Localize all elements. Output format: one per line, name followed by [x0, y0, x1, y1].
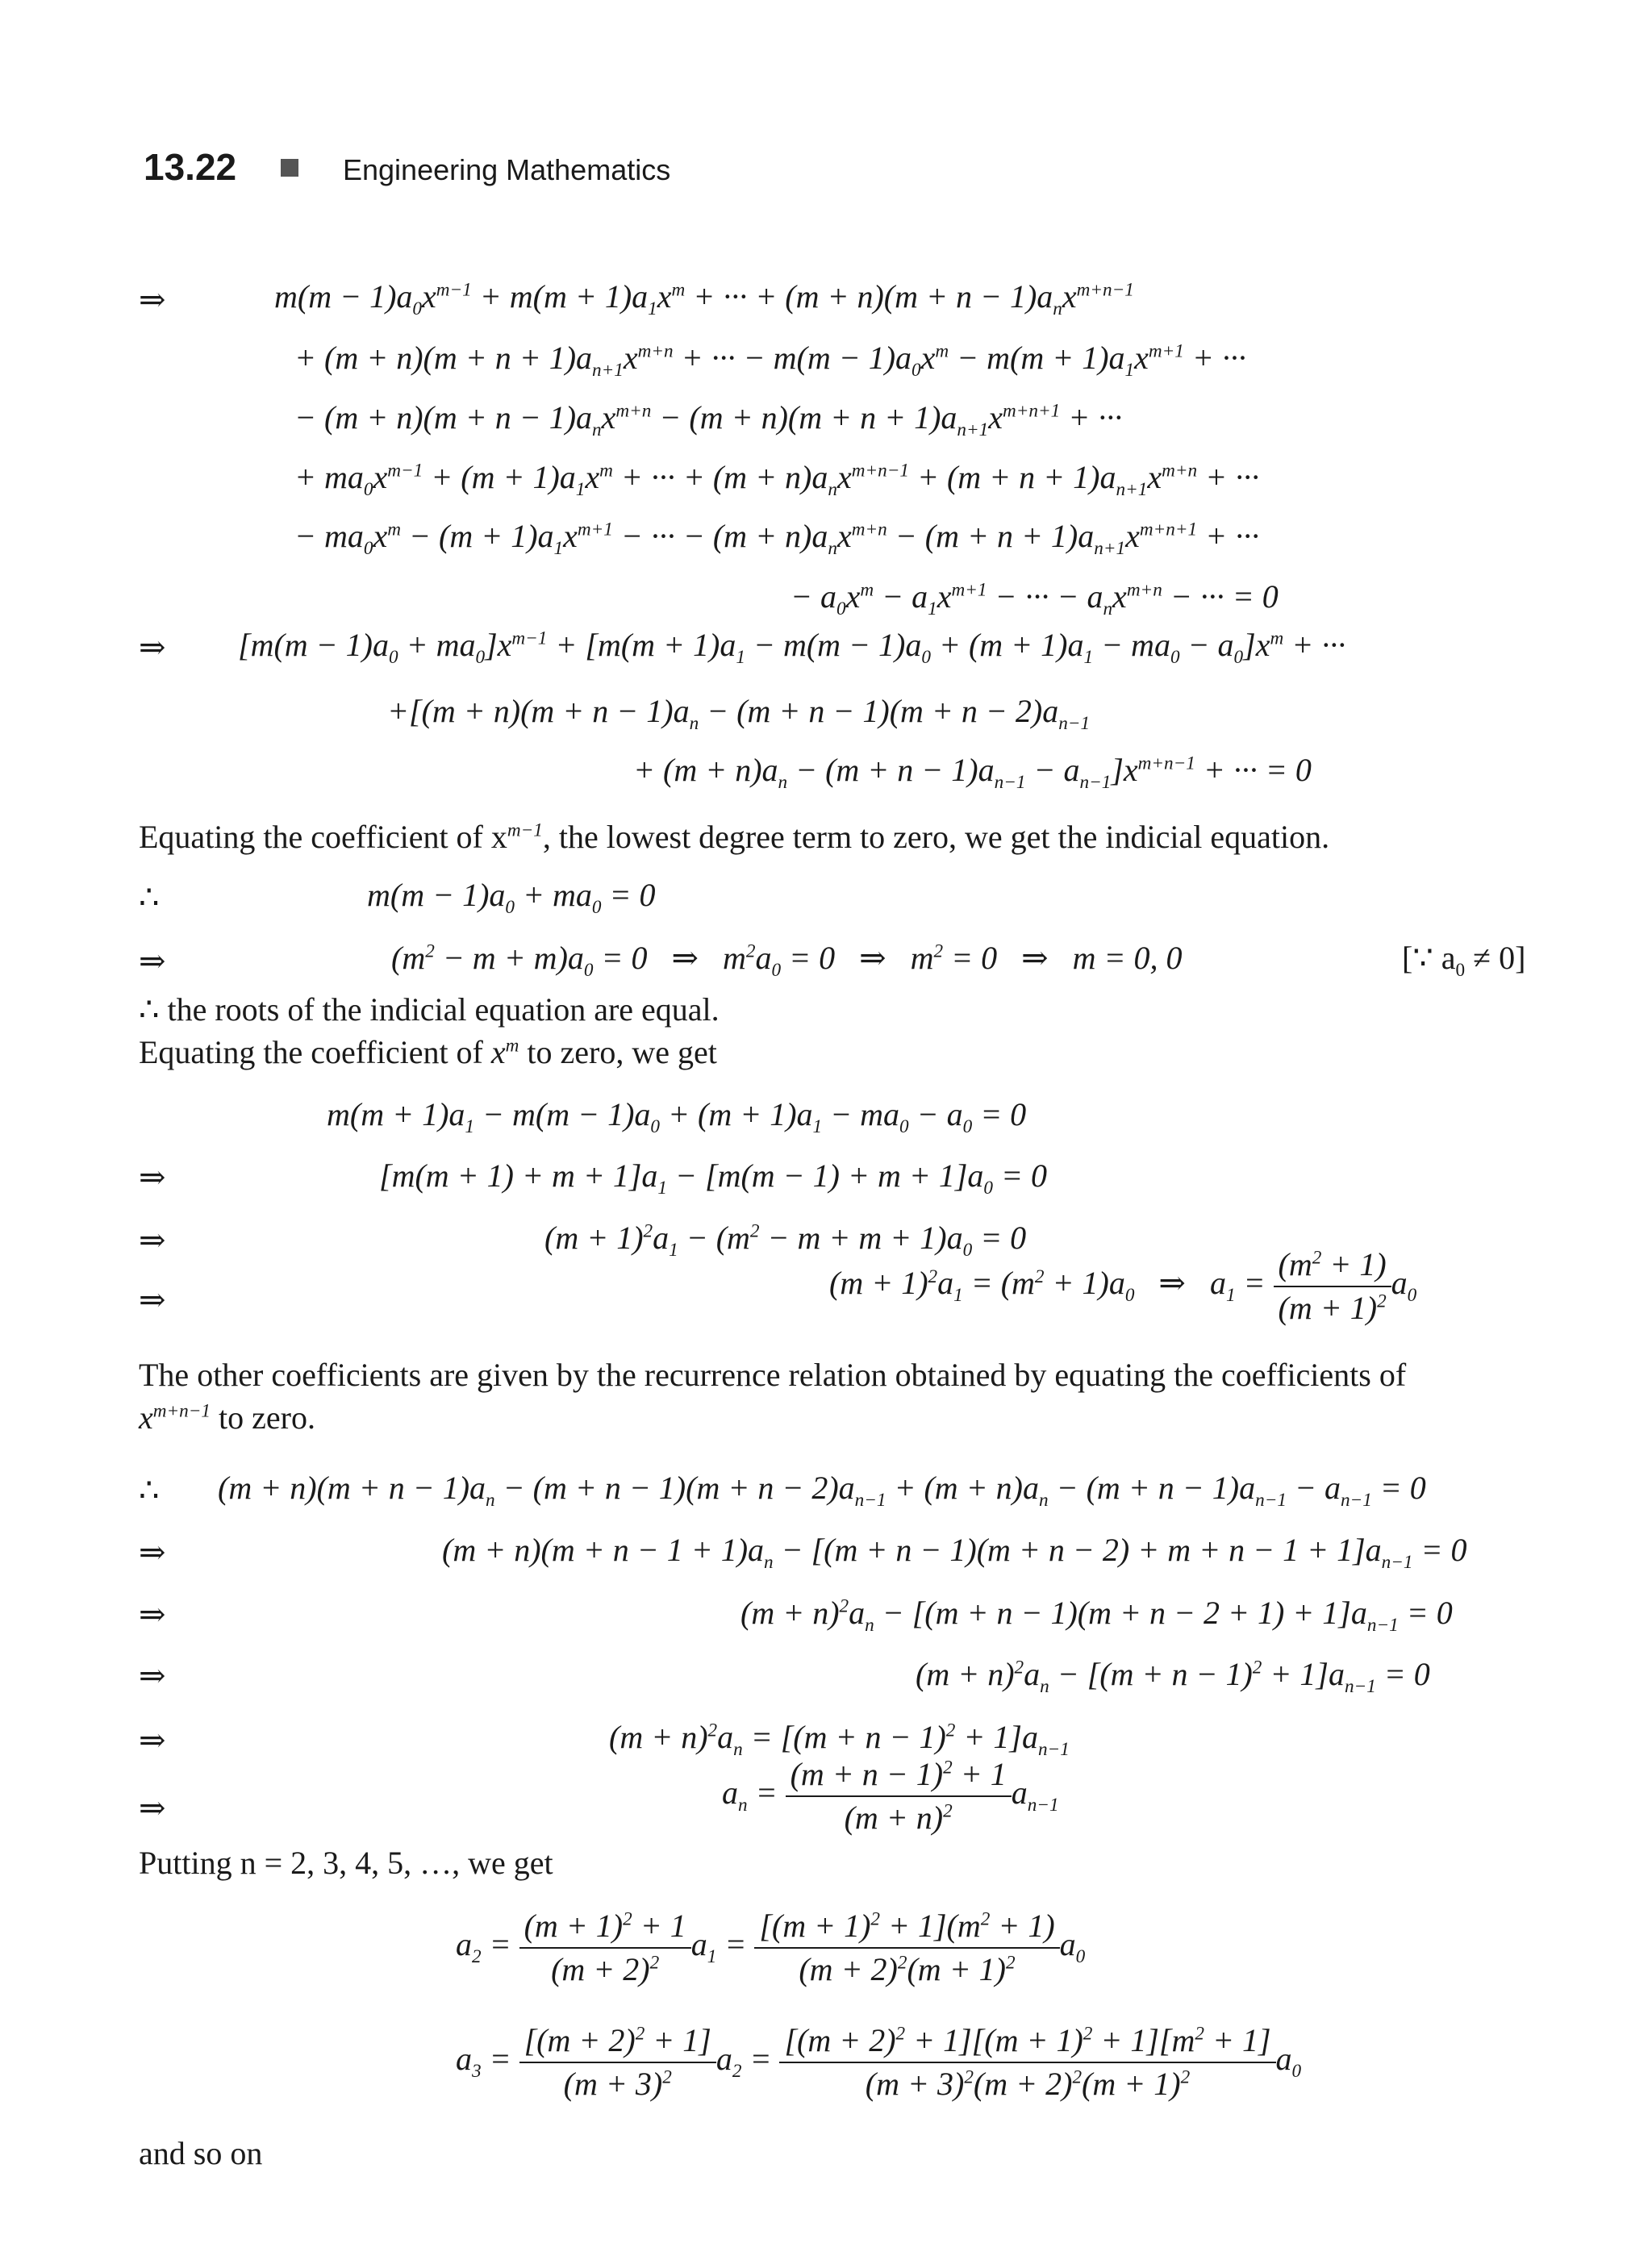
- paragraph-text: and so on: [139, 2135, 263, 2171]
- equation-line: $[m(m + 1) + m + 1]a_1 - [m(m - 1) + m + 1]a_0 = 0$: [379, 1157, 1048, 1199]
- running-title: Engineering Mathematics: [343, 153, 671, 186]
- equation-line: − $(m + n)(m + n - 1)a_nx^{m+n} - (m + n)(m + n + 1)a_{n+1}x^{m+n+1}$ + ···: [294, 399, 1123, 440]
- since-note: [∵ $a_0 \ne 0$]: [1402, 940, 1526, 981]
- implies-symbol: ⇒: [139, 1658, 166, 1694]
- therefore-symbol: ∴: [139, 1472, 160, 1508]
- equation-line: $m(m - 1)a_0x^{m-1} + m(m + 1)a_1x^m$ + ··· + $(m + n)(m + n - 1)a_nx^{m+n-1}$: [274, 278, 1134, 319]
- paragraph-text: Equating the coefficient of $x^m$ to zero, we get: [139, 1034, 717, 1070]
- equation-line: $(m^2 - m + m)a_0 = 0$ ⇒ $m^2a_0 = 0$ ⇒ $m^2 = 0$ ⇒ m = 0, 0: [391, 940, 1183, 981]
- implies-symbol: ⇒: [139, 1722, 166, 1758]
- implies-symbol: ⇒: [139, 281, 166, 318]
- implies-symbol: ⇒: [139, 1282, 166, 1318]
- equation-line: $(m + n)(m + n - 1 + 1)a_n - [(m + n - 1)(m + n - 2) + m + n - 1 + 1]a_{n-1} = 0$: [442, 1532, 1467, 1573]
- header-square-bullet: [281, 159, 298, 177]
- page-number: 13.22: [144, 146, 237, 188]
- implies-symbol: ⇒: [139, 943, 166, 979]
- equation-line: $(m + n)^2a_n - [(m + n - 1)(m + n - 2 + 1) + 1]a_{n-1} = 0$: [740, 1595, 1453, 1636]
- implies-symbol: ⇒: [139, 1596, 166, 1633]
- implies-symbol: ⇒: [139, 1222, 166, 1258]
- equation-line: $m(m + 1)a_1 - m(m - 1)a_0 + (m + 1)a_1 - ma_0 - a_0 = 0$: [327, 1096, 1027, 1137]
- paragraph-text: The other coefficients are given by the recurrence relation obtained by equating the coefficients of: [139, 1357, 1407, 1393]
- paragraph-text: Equating the coefficient of $x^{m-1}$, the lowest degree term to zero, we get the indicial equation.: [139, 819, 1330, 855]
- paragraph-text: $x^{m+n-1}$ to zero.: [139, 1399, 315, 1436]
- equation-line: $+[(m + n)(m + n - 1)a_n - (m + n - 1)(m + n - 2)a_{n-1}$: [387, 693, 1091, 734]
- equation-line: − $ma_0x^m - (m + 1)a_1x^{m+1}$ − ··· − $(m + n)a_nx^{m+n} - (m + n + 1)a_{n+1}x^{m+n+1}$ + ···: [294, 518, 1260, 559]
- equation-line: $(m + n)^2a_n - [(m + n - 1)^2 + 1]a_{n-1} = 0$: [916, 1656, 1430, 1697]
- equation-line: $(m + 1)^2a_1 - (m^2 - m + m + 1)a_0 = 0$: [544, 1220, 1027, 1261]
- equation-line: $(m + n)^2a_n = [(m + n - 1)^2 + 1]a_{n-1}$: [609, 1719, 1070, 1760]
- implies-symbol: ⇒: [139, 1790, 166, 1826]
- equation-line: + $ma_0x^{m-1} + (m + 1)a_1x^m$ + ··· + $(m + n)a_nx^{m+n-1} + (m + n + 1)a_{n+1}x^{m+n}$ + ···: [294, 459, 1260, 500]
- equation-line: + $(m + n)(m + n + 1)a_{n+1}x^{m+n}$ + ··· − $m(m - 1)a_0x^m - m(m + 1)a_1x^{m+1}$ + ···: [294, 340, 1246, 381]
- implies-symbol: ⇒: [139, 1159, 166, 1195]
- therefore-symbol: ∴: [139, 879, 160, 915]
- implies-symbol: ⇒: [139, 629, 166, 665]
- equation-line: $a_2$ = $\frac{(m + 1)^2 + 1}{(m + 2)^2}$ $a_1$ = $\frac{[(m + 1)^2 + 1](m^2 + 1)}{(m + 2)^2(m + 1)^2}$ $a_0$: [456, 1908, 1086, 1987]
- paragraph-text: ∴ the roots of the indicial equation are equal.: [139, 991, 720, 1028]
- equation-line: $a_3$ = $\frac{[(m + 2)^2 + 1]}{(m + 3)^2}$ $a_2$ = $\frac{[(m + 2)^2 + 1][(m + 1)^2 + 1][m^2 + 1]}{(m + 3)^2(m + 2)^2(m + 1)^2}$ $a_0$: [456, 2022, 1302, 2102]
- equation-line: $(m + 1)^2a_1 = (m^2 + 1)a_0$ ⇒ $a_1$ = $\frac{(m^2 + 1)}{(m + 1)^2}$ $a_0$: [829, 1246, 1417, 1326]
- equation-line: + $(m + n)a_n - (m + n - 1)a_{n-1} - a_{n-1}]x^{m+n-1}$ + ··· = 0: [633, 752, 1312, 793]
- equation-line: $(m + n)(m + n - 1)a_n - (m + n - 1)(m + n - 2)a_{n-1} + (m + n)a_n - (m + n - 1)a_{n-1} - a_{n-1} = 0$: [218, 1470, 1426, 1511]
- equation-line: $m(m - 1)a_0 + ma_0 = 0$: [367, 877, 656, 918]
- equation-line: $a_n$ = $\frac{(m + n - 1)^2 + 1}{(m + n)^2}$ $a_{n-1}$: [722, 1756, 1059, 1836]
- equation-line: $[m(m - 1)a_0 + ma_0]x^{m-1} + [m(m + 1)a_1 - m(m - 1)a_0 + (m + 1)a_1 - ma_0 - a_0]x^m$ + ···: [238, 627, 1346, 668]
- paragraph-text: Putting n = 2, 3, 4, 5, …, we get: [139, 1845, 553, 1881]
- implies-symbol: ⇒: [139, 1534, 166, 1570]
- equation-line: − $a_0x^m - a_1x^{m+1}$ − ··· − $a_nx^{m+n}$ − ··· = 0: [791, 578, 1279, 619]
